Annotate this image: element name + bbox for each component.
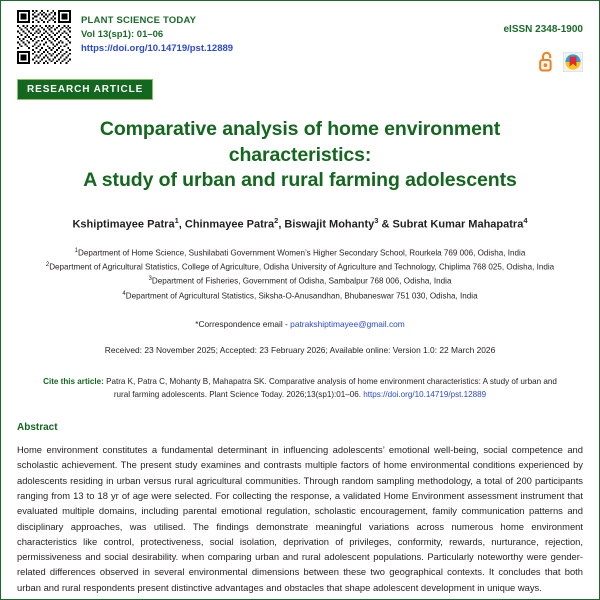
affiliation-1 <box>17 246 583 260</box>
crossmark-badge-icon[interactable] <box>563 52 583 72</box>
qr-code-icon <box>17 10 71 64</box>
correspondence-email-link[interactable]: patrakshiptimayee@gmail.com <box>290 318 405 329</box>
affiliation-3 <box>17 274 583 288</box>
cite-label: Cite this article: <box>43 376 104 386</box>
article-type-row <box>17 79 583 100</box>
article-title-line-1: Comparative analysis of home environment characteristics: <box>99 118 501 166</box>
masthead-left <box>17 10 233 64</box>
masthead <box>17 10 583 73</box>
abstract-body: Home environment constitutes a fundamental determinant in influencing adolescents’ emotional well-being, social competence and scholastic achievement. The present study examines and contrasts multiple factors of home environmental conditions experienced by adolescents residing in urban versus rural agricultural communities. Through random sampling methodology, a total of 200 participants ranging from 13 to 18 yr of age were selected. For collecting the response, a validated Home Environment assessment instrument that evaluated multiple domains, including parental emotional regulation, scholastic encouragement, family communication patterns and disciplinary approaches, was utilised. The findings demonstrate meaningful variations across numerous home environment characteristics like control, protectiveness, social isolation, deprivation of privileges, conformity, rewards, nurturance, rejection, permissiveness and social desirability. when comparing urban and rural adolescent populations. Particularly noteworthy were gender-related differences observed in several environmental dimensions between these two geographical contexts. It concludes that both urban and rural respondents present distinctive advantages and obstacles that shape adolescent development in unique ways. <box>17 443 583 593</box>
affiliation-marker: 3 <box>148 276 152 283</box>
affiliation-2 <box>17 260 583 274</box>
affiliation-marker: 1 <box>74 247 78 254</box>
affiliation-text: Department of Fisheries, Government of Odisha, Sambalpur 768 006, Odisha, India <box>151 277 452 287</box>
journal-title: PLANT SCIENCE TODAY <box>81 15 197 26</box>
cite-this-article <box>39 376 561 402</box>
article-title <box>27 117 573 194</box>
affiliation-marker: 2 <box>45 262 50 269</box>
open-access-lock-icon[interactable] <box>538 51 555 73</box>
abstract-section <box>17 422 583 595</box>
masthead-badges <box>503 51 583 73</box>
article-title-line-2: A study of urban and rural farming adolescents <box>83 169 517 192</box>
affiliation-marker: 4 <box>122 290 126 297</box>
journal-info <box>81 10 233 55</box>
masthead-right <box>503 10 583 73</box>
affiliation-text: Department of Agricultural Statistics, College of Agriculture, Odisha University of Agriculture and Technology, Chiplima 768 025, Odisha, India <box>49 262 555 272</box>
cite-text: Patra K, Patra C, Mohanty B, Mahapatra SK. Comparative analysis of home environment characteristics: A study of urban and rural farming adolescents. Plant Science Today. 2026;13(sp1):01–06. <box>103 376 557 399</box>
journal-volume: Vol 13(sp1): 01–06 <box>81 28 164 40</box>
journal-doi-link[interactable]: https://doi.org/10.14719/pst.12889 <box>81 42 234 54</box>
affiliation-list <box>17 246 583 303</box>
affiliation-text: Department of Home Science, Sushilabati Government Women’s Higher Secondary School, Rourkela 769 006, Odisha, India <box>77 248 526 258</box>
author-list: Kshiptimayee Patra$^1$, Chinmayee Patra$^2$, Biswajit Mohanty$^3$ & Subrat Kumar Mahapatra$^4$ <box>72 216 528 231</box>
publication-dates: Received: 23 November 2025; Accepted: 23 February 2026; Available online: Version 1.0: 22 March 2026 <box>104 344 496 355</box>
correspondence-line <box>17 319 583 329</box>
affiliation-text: Department of Agricultural Statistics, Siksha-O-Anusandhan, Bhubaneswar 751 030, Odisha, India <box>125 291 478 301</box>
abstract-heading: Abstract <box>17 421 58 433</box>
affiliation-4 <box>17 289 583 303</box>
correspondence-label: *Correspondence email - <box>195 318 291 329</box>
research-article-badge: RESEARCH ARTICLE <box>17 79 153 100</box>
eissn-text: eISSN 2348-1900 <box>503 24 583 35</box>
cite-doi-link[interactable]: https://doi.org/10.14719/pst.12889 <box>363 389 487 399</box>
